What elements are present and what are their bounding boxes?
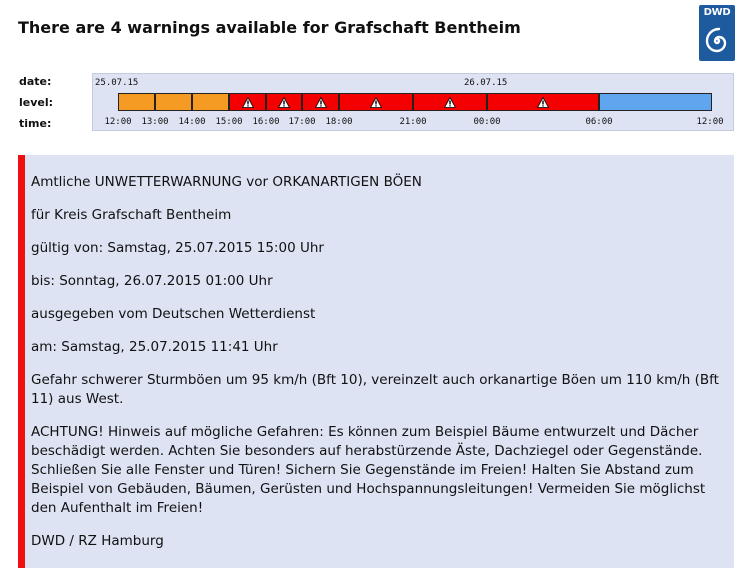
warning-description: Gefahr schwerer Sturmböen um 95 km/h (Bft 10), vereinzelt auch orkanartige Böen um 110 km/h (Bft 11) aus West. — [31, 372, 719, 407]
page-title: There are 4 warnings available for Grafschaft Bentheim — [18, 18, 521, 37]
warning-triangle-icon — [537, 97, 549, 108]
level-segment-orange[interactable] — [155, 93, 192, 111]
warning-instructions: ACHTUNG! Hinweis auf mögliche Gefahren: Es können zum Beispiel Bäume entwurzelt und Dächer beschädigt werden. Achten Sie besonders auf herabstürzende Äste, Dachziegel oder Gegenstände. Schließen Sie alle Fenster und Türen! Sichern Sie Gegenstände im Freien! Halten Sie Abstand zum Beispiel von Gebäuden, Bäumen, Gerüsten und Hochspannungsleitungen! Vermeiden Sie möglichst den Aufenthalt im Freien! — [31, 424, 706, 516]
time-tick: 21:00 — [399, 117, 427, 127]
level-bar — [118, 93, 712, 111]
time-tick: 00:00 — [473, 117, 501, 127]
time-tick: 15:00 — [215, 117, 243, 127]
level-row-label: level: — [19, 96, 54, 109]
date-row-label: date: — [19, 75, 52, 88]
level-segment-orange[interactable] — [192, 93, 229, 111]
level-segment-orange[interactable] — [118, 93, 155, 111]
warning-headline: Amtliche UNWETTERWARNUNG vor ORKANARTIGEN BÖEN — [31, 174, 422, 190]
level-segment-red[interactable] — [487, 93, 599, 111]
time-tick: 06:00 — [585, 117, 613, 127]
time-tick: 16:00 — [252, 117, 280, 127]
time-tick: 17:00 — [288, 117, 316, 127]
date-label-2: 26.07.15 — [464, 78, 508, 88]
dwd-logo-text: DWD — [703, 7, 731, 18]
warning-valid-from: gültig von: Samstag, 25.07.2015 15:00 Uhr — [31, 240, 324, 256]
level-segment-red[interactable] — [302, 93, 339, 111]
level-segment-red[interactable] — [413, 93, 487, 111]
warning-valid-until: bis: Sonntag, 26.07.2015 01:00 Uhr — [31, 273, 273, 289]
time-tick: 14:00 — [178, 117, 206, 127]
date-label-1: 25.07.15 — [95, 78, 139, 88]
warning-triangle-icon — [242, 97, 254, 108]
time-tick: 13:00 — [141, 117, 169, 127]
level-segment-red[interactable] — [266, 93, 302, 111]
warning-text-box — [18, 155, 734, 568]
warning-triangle-icon — [278, 97, 290, 108]
warning-issued-at: am: Samstag, 25.07.2015 11:41 Uhr — [31, 339, 278, 355]
time-tick: 18:00 — [325, 117, 353, 127]
level-segment-blue[interactable] — [599, 93, 712, 111]
time-tick: 12:00 — [696, 117, 724, 127]
warning-triangle-icon — [315, 97, 327, 108]
warning-triangle-icon — [370, 97, 382, 108]
level-segment-red[interactable] — [339, 93, 413, 111]
warning-triangle-icon — [444, 97, 456, 108]
warning-region: für Kreis Grafschaft Bentheim — [31, 207, 232, 223]
warning-timeline — [92, 73, 734, 131]
time-tick: 12:00 — [104, 117, 132, 127]
time-row-label: time: — [19, 117, 52, 130]
warning-signature: DWD / RZ Hamburg — [31, 533, 164, 549]
spiral-icon — [703, 26, 731, 56]
dwd-logo — [699, 5, 735, 61]
level-segment-red[interactable] — [229, 93, 266, 111]
warning-issuer: ausgegeben vom Deutschen Wetterdienst — [31, 306, 316, 322]
